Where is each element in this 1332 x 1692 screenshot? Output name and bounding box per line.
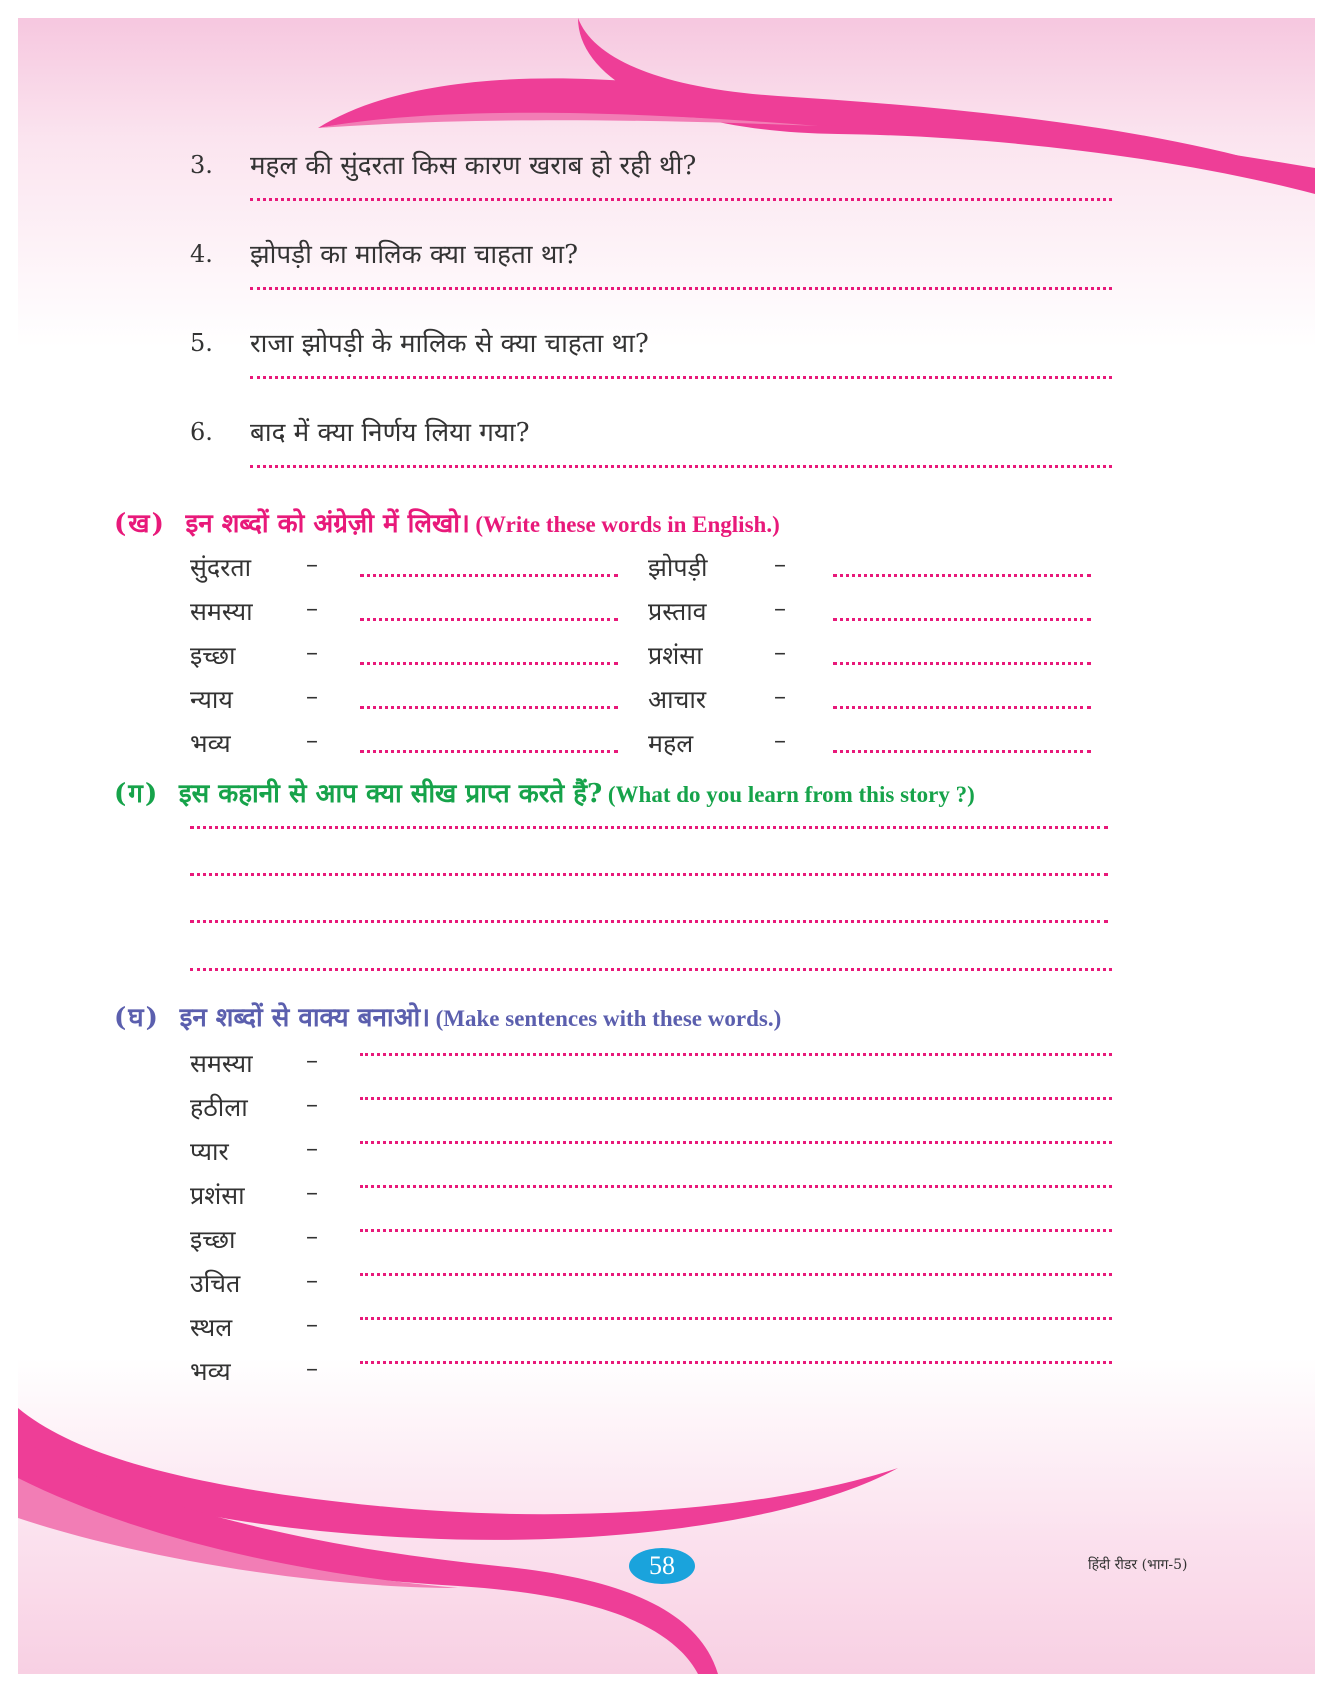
dash: – — [774, 682, 786, 710]
answer-line[interactable] — [250, 198, 1112, 201]
question-number: 3. — [190, 151, 213, 179]
dash: – — [306, 594, 318, 622]
vocab-word: आचार — [648, 685, 707, 714]
question-number: 4. — [190, 240, 213, 268]
section-label: (ग) — [114, 779, 160, 809]
dash: – — [306, 550, 318, 578]
answer-line[interactable] — [833, 750, 1091, 753]
answer-line[interactable] — [833, 618, 1091, 621]
section-ga-heading — [114, 774, 975, 810]
dash: – — [306, 1134, 318, 1162]
sentence-word: उचित — [190, 1269, 241, 1298]
section-title-hindi: इन शब्दों को अंग्रेज़ी में लिखो। — [185, 509, 470, 539]
dash: – — [774, 726, 786, 754]
sentence-word: प्यार — [190, 1137, 229, 1166]
answer-line[interactable] — [360, 1361, 1112, 1364]
dash: – — [774, 594, 786, 622]
dash: – — [306, 1222, 318, 1250]
section-title-english: (What do you learn from this story ?) — [607, 782, 975, 807]
question-text: महल की सुंदरता किस कारण खराब हो रही थी? — [250, 151, 697, 181]
answer-line[interactable] — [360, 750, 618, 753]
dash: – — [774, 638, 786, 666]
sentence-word: भव्य — [190, 1357, 231, 1386]
answer-line[interactable] — [360, 662, 618, 665]
answer-line[interactable] — [833, 574, 1091, 577]
question-text: राजा झोपड़ी के मालिक से क्या चाहता था? — [250, 329, 649, 359]
answer-line[interactable] — [360, 1097, 1112, 1100]
section-title-hindi: इन शब्दों से वाक्य बनाओ। — [179, 1003, 431, 1033]
section-kha-heading — [114, 504, 780, 540]
sentence-word: इच्छा — [190, 1225, 236, 1254]
vocab-word: समस्या — [190, 597, 253, 626]
answer-line[interactable] — [190, 873, 1108, 876]
dash: – — [306, 726, 318, 754]
dash: – — [306, 682, 318, 710]
answer-line[interactable] — [833, 706, 1091, 709]
dash: – — [306, 1090, 318, 1118]
vocab-word: भव्य — [190, 729, 231, 758]
answer-line[interactable] — [190, 826, 1108, 829]
answer-line[interactable] — [360, 618, 618, 621]
answer-line[interactable] — [360, 706, 618, 709]
question-text: झोपड़ी का मालिक क्या चाहता था? — [250, 240, 579, 270]
vocab-word: सुंदरता — [190, 553, 252, 582]
book-title: हिंदी रीडर (भाग-5) — [1088, 1557, 1188, 1573]
vocab-word: प्रशंसा — [648, 641, 703, 670]
vocab-word: इच्छा — [190, 641, 236, 670]
dash: – — [306, 1178, 318, 1206]
answer-line[interactable] — [833, 662, 1091, 665]
answer-line[interactable] — [250, 287, 1112, 290]
dash: – — [774, 550, 786, 578]
answer-line[interactable] — [360, 1229, 1112, 1232]
sentence-word: हठीला — [190, 1093, 248, 1122]
sentence-word: स्थल — [190, 1313, 233, 1342]
top-swoosh-decoration — [18, 18, 1315, 218]
sentence-word: समस्या — [190, 1049, 253, 1078]
answer-line[interactable] — [360, 1053, 1112, 1056]
dash: – — [306, 1266, 318, 1294]
question-text: बाद में क्या निर्णय लिया गया? — [250, 418, 530, 448]
answer-line[interactable] — [360, 1273, 1112, 1276]
vocab-word: झोपड़ी — [648, 553, 708, 582]
page-number-badge: 58 — [629, 1548, 695, 1584]
section-gha-heading — [114, 998, 781, 1034]
vocab-word: महल — [648, 729, 694, 758]
section-label: (ख) — [114, 509, 166, 539]
worksheet-page — [18, 18, 1315, 1674]
section-title-english: (Write these words in English.) — [475, 512, 780, 537]
dash: – — [306, 638, 318, 666]
answer-line[interactable] — [360, 1185, 1112, 1188]
answer-line[interactable] — [250, 465, 1112, 468]
sentence-word: प्रशंसा — [190, 1181, 245, 1210]
answer-line[interactable] — [360, 1141, 1112, 1144]
section-title-english: (Make sentences with these words.) — [435, 1006, 782, 1031]
answer-line[interactable] — [250, 376, 1112, 379]
vocab-word: प्रस्ताव — [648, 597, 707, 626]
answer-line[interactable] — [360, 1317, 1112, 1320]
vocab-word: न्याय — [190, 685, 233, 714]
dash: – — [306, 1310, 318, 1338]
question-number: 6. — [190, 418, 213, 446]
section-title-hindi: इस कहानी से आप क्या सीख प्राप्त करते हैं? — [178, 779, 603, 809]
section-label: (घ) — [114, 1003, 160, 1033]
answer-line[interactable] — [360, 574, 618, 577]
dash: – — [306, 1354, 318, 1382]
question-number: 5. — [190, 329, 213, 357]
answer-line[interactable] — [190, 920, 1108, 923]
answer-line[interactable] — [190, 968, 1112, 971]
bottom-swoosh-decoration — [18, 1398, 918, 1674]
dash: – — [306, 1046, 318, 1074]
